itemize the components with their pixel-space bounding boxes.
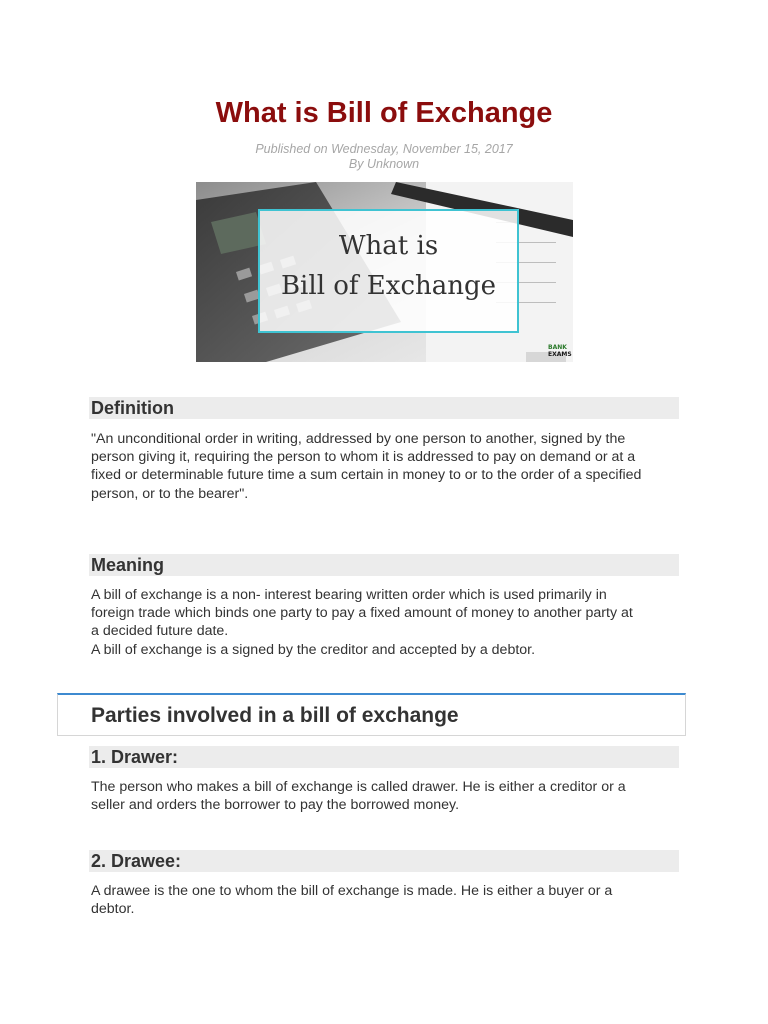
parties-section-header xyxy=(57,693,686,736)
paragraph-line: A drawee is the one to whom the bill of exchange is made. He is either a buyer or a xyxy=(91,883,613,899)
drawer-text xyxy=(91,778,683,814)
section-heading-definition xyxy=(89,397,679,419)
drawer-heading: 1. Drawer: xyxy=(91,747,179,767)
meaning-heading: Meaning xyxy=(91,555,165,575)
section-heading-meaning xyxy=(89,554,679,576)
paragraph-line: The person who makes a bill of exchange is called drawer. He is either a creditor or a xyxy=(91,779,626,795)
paragraph-line: foreign trade which binds one party to pay a fixed amount of money to another party at xyxy=(91,605,633,622)
paragraph-line: person, or to the bearer". xyxy=(91,485,249,502)
paragraph-line: a decided future date. xyxy=(91,623,229,640)
paragraph-line: seller and orders the borrower to pay the borrowed money. xyxy=(91,797,460,814)
paragraph-line: fixed or determinable future time a sum certain in money to or to the order of a specified xyxy=(91,467,642,484)
logo-text-top: BANK xyxy=(548,344,567,351)
hero-image xyxy=(196,182,573,362)
paragraph-line: debtor. xyxy=(91,901,135,918)
paragraph-line: A bill of exchange is a non- interest bearing written order which is used primarily in xyxy=(91,587,607,603)
bankexams-logo xyxy=(548,344,570,360)
section-heading-drawee xyxy=(89,850,679,872)
parties-heading: Parties involved in a bill of exchange xyxy=(91,704,459,727)
drawee-text xyxy=(91,882,683,918)
hero-title-line2: Bill of Exchange xyxy=(280,271,497,301)
paragraph-line: A bill of exchange is a signed by the creditor and accepted by a debtor. xyxy=(91,641,536,658)
meaning-text xyxy=(91,586,683,659)
definition-text xyxy=(91,430,683,503)
page-title: What is Bill of Exchange xyxy=(215,97,553,129)
drawee-heading: 2. Drawee: xyxy=(91,851,182,871)
author-byline: By Unknown xyxy=(348,157,420,171)
logo-text-bottom: EXAMS xyxy=(548,351,572,358)
paragraph-line: "An unconditional order in writing, addressed by one person to another, signed by the xyxy=(91,431,626,447)
published-date: Published on Wednesday, November 15, 2017 xyxy=(255,142,513,156)
hero-title-frame xyxy=(258,209,519,333)
definition-heading: Definition xyxy=(91,398,174,418)
section-heading-drawer xyxy=(89,746,679,768)
hero-title-line1: What is xyxy=(338,231,439,261)
paragraph-line: person giving it, requiring the person to whom it is addressed to pay on demand or at a xyxy=(91,449,636,466)
